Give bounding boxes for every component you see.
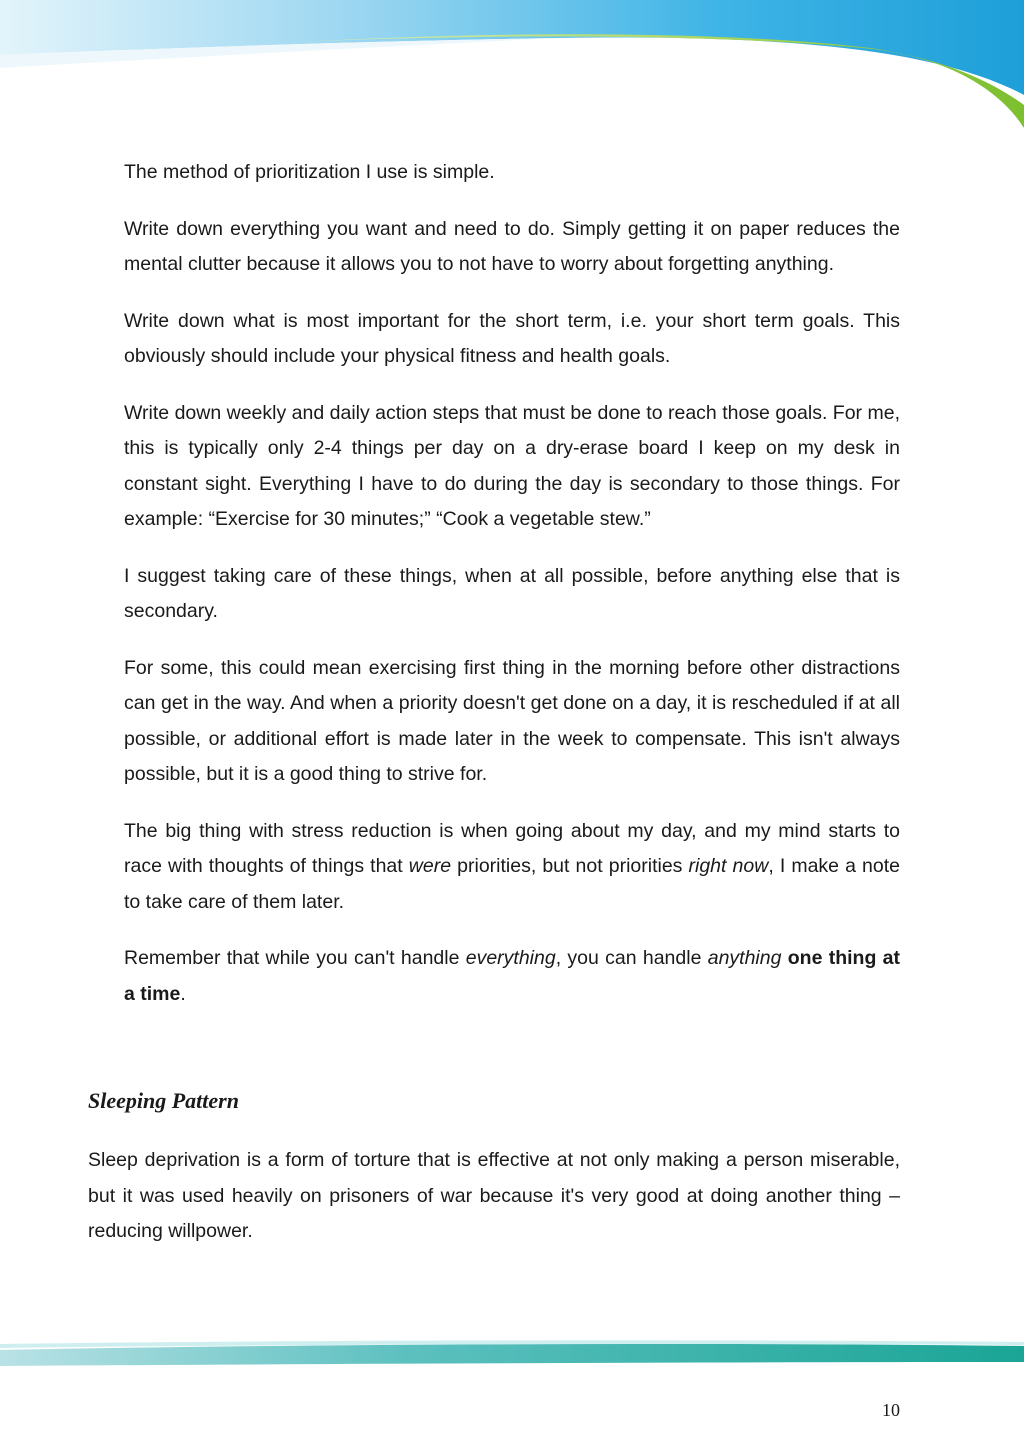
body-paragraph (124, 155, 900, 191)
text-run: , I make a note to take care of them later. (124, 855, 900, 913)
body-paragraph (124, 651, 900, 793)
text-run: priorities, but not priorities (451, 855, 689, 877)
header-swoosh-decoration (0, 0, 1024, 140)
section-body: Sleep deprivation is a form of torture that is effective at not only making a person miserable, but it was used heavily on prisoners of war because it's very good at doing another thing – reducing willpower. (88, 1149, 900, 1242)
text-run: Write down what is most important for the short term, i.e. your short term goals. This obviously should include your physical fitness and health goals. (124, 309, 900, 367)
body-paragraph (124, 304, 900, 375)
page-number: 10 (882, 1400, 900, 1420)
text-run: I suggest taking care of these things, when at all possible, before anything else that is secondary. (124, 564, 900, 622)
bold-text: one thing at a time (124, 947, 900, 1005)
text-run: Write down everything you want and need to do. Simply getting it on paper reduces the mental clutter because it allows you to not have to worry about forgetting anything. (124, 217, 900, 275)
text-run: Write down weekly and daily action steps that must be done to reach those goals. For me, this is typically only 2-4 things per day on a dry-erase board I keep on my desk in constant sight. Everything I have to do during the day is secondary to those things. For example: “Exercise for 30 minutes;” “Cook a vegetable stew.” (124, 401, 900, 530)
body-paragraph (124, 814, 900, 921)
main-content (124, 155, 900, 1033)
text-run: Remember that while you can't handle (124, 947, 466, 969)
body-paragraph (124, 941, 900, 1012)
italic-text: everything (465, 947, 556, 969)
text-run: The big thing with stress reduction is when going about my day, and my mind starts to race with thoughts of things that (124, 819, 900, 877)
italic-text: anything (707, 947, 782, 969)
text-run: For some, this could mean exercising first thing in the morning before other distractions can get in the way. And when a priority doesn't get done on a day, it is rescheduled if at all possible, or additional effort is made later in the week to compensate. This isn't always possible, but it is a good thing to strive for. (124, 656, 900, 785)
text-run: . (180, 982, 186, 1005)
italic-text: were (408, 855, 452, 877)
italic-text: right now (688, 855, 769, 877)
text-run: , you can handle (555, 947, 708, 969)
text-run: The method of prioritization I use is simple. (124, 161, 495, 183)
body-paragraph (124, 559, 900, 630)
body-paragraph (124, 396, 900, 538)
footer-band-decoration (0, 1336, 1024, 1370)
body-paragraph (124, 212, 900, 283)
section-title: Sleeping Pattern (88, 1088, 239, 1113)
